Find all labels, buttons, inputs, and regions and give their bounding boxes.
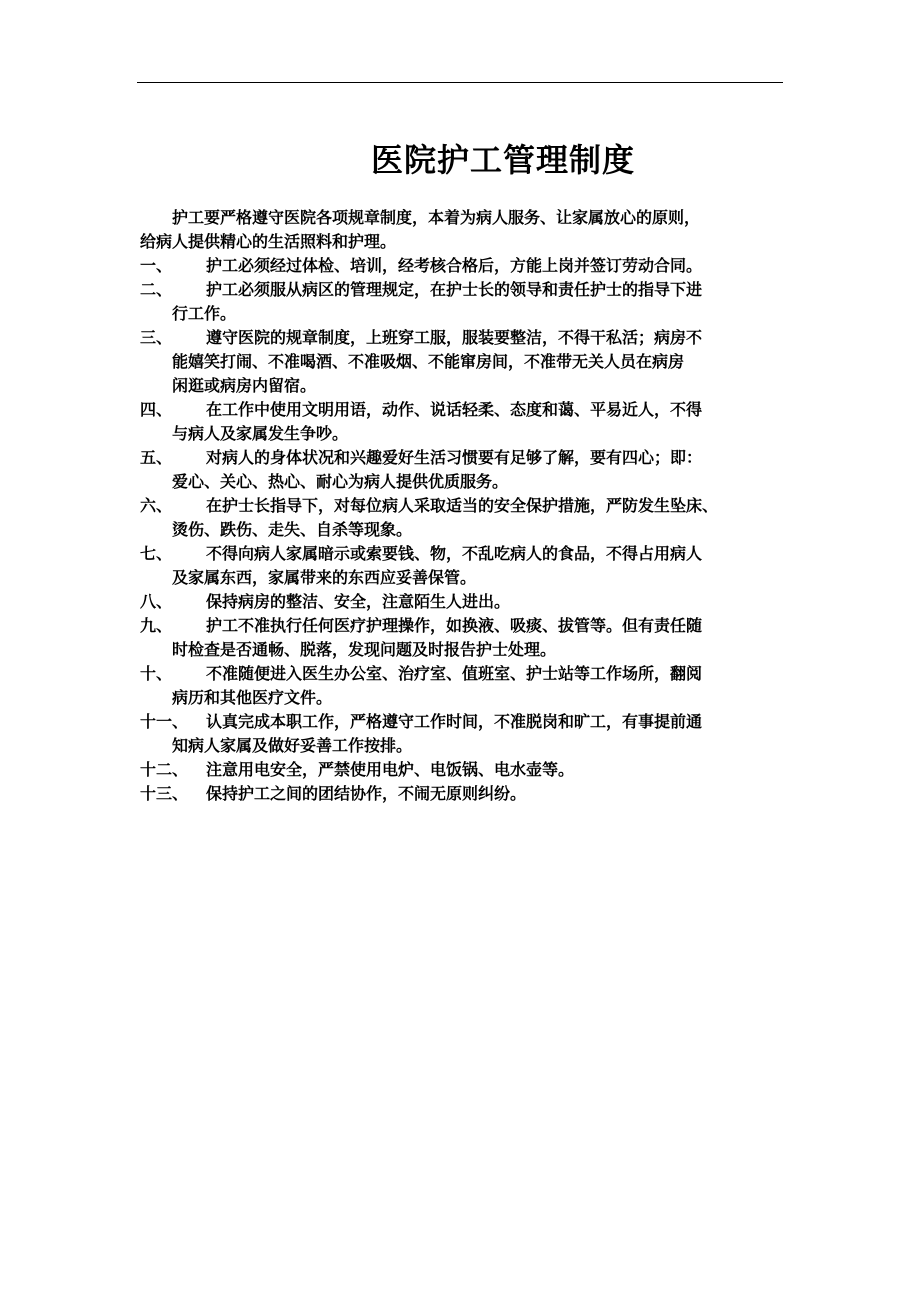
rule-line: 行工作。	[172, 304, 237, 323]
rule-line: 对病人的身体状况和兴趣爱好生活习惯要有足够了解，要有四心；即：	[206, 448, 703, 467]
rule-number: 五、	[140, 448, 173, 467]
rule-number: 一、	[140, 256, 173, 275]
rule-number: 九、	[140, 616, 173, 635]
rule-number: 四、	[140, 400, 173, 419]
rule-line: 时检查是否通畅、脱落，发现问题及时报告护士处理。	[172, 640, 557, 659]
rule-item	[140, 758, 795, 782]
rule-line: 在护士长指导下，对每位病人采取适当的安全保护措施，严防发生坠床、	[206, 496, 719, 515]
rule-number: 七、	[140, 544, 173, 563]
document-title: 医院护工管理制度	[370, 141, 635, 179]
document-body	[140, 206, 795, 806]
rule-number: 六、	[140, 496, 173, 515]
rule-item	[140, 662, 795, 710]
rule-line: 护工必须经过体检、培训，经考核合格后，方能上岗并签订劳动合同。	[206, 256, 703, 275]
rule-item	[140, 710, 795, 758]
rule-item	[140, 254, 795, 278]
rule-number: 二、	[140, 280, 173, 299]
intro-line: 护工要严格遵守医院各项规章制度，本着为病人服务、让家属放心的原则，	[172, 208, 701, 227]
rule-line: 护工必须服从病区的管理规定，在护士长的领导和责任护士的指导下进	[206, 280, 703, 299]
rule-line: 知病人家属及做好妥善工作按排。	[172, 736, 413, 755]
rule-line: 及家属东西，家属带来的东西应妥善保管。	[172, 568, 477, 587]
intro-paragraph	[140, 206, 795, 254]
rule-line: 认真完成本职工作，严格遵守工作时间，不准脱岗和旷工，有事提前通	[206, 712, 703, 731]
rule-line: 烫伤、跌伤、走失、自杀等现象。	[172, 520, 413, 539]
rule-item	[140, 398, 795, 446]
rule-number: 八、	[140, 592, 173, 611]
rule-line: 护工不准执行任何医疗护理操作，如换液、吸痰、拔管等。但有责任随	[206, 616, 703, 635]
rules-list	[140, 254, 795, 806]
rule-item	[140, 590, 795, 614]
rule-line: 与病人及家属发生争吵。	[172, 424, 349, 443]
rule-item	[140, 542, 795, 590]
rule-item	[140, 326, 795, 398]
rule-line: 不准随便进入医生办公室、治疗室、值班室、护士站等工作场所，翻阅	[206, 664, 703, 683]
rule-line: 保持护工之间的团结协作，不闹无原则纠纷。	[206, 784, 527, 803]
rule-number: 十三、	[140, 784, 189, 803]
rule-line: 不得向病人家属暗示或索要钱、物，不乱吃病人的食品，不得占用病人	[206, 544, 703, 563]
rule-line: 注意用电安全，严禁使用电炉、电饭锅、电水壶等。	[206, 760, 575, 779]
rule-line: 在工作中使用文明用语，动作、说话轻柔、态度和蔼、平易近人，不得	[206, 400, 703, 419]
rule-line: 遵守医院的规章制度，上班穿工服，服装要整洁，不得干私活；病房不	[206, 328, 703, 347]
header-rule	[137, 82, 783, 83]
rule-line: 能嬉笑打闹、不准喝酒、不准吸烟、不能窜房间，不准带无关人员在病房	[172, 352, 685, 371]
rule-line: 闲逛或病房内留宿。	[172, 376, 317, 395]
rule-item	[140, 494, 795, 542]
rule-number: 十、	[140, 664, 173, 683]
rule-line: 爱心、关心、热心、耐心为病人提供优质服务。	[172, 472, 509, 491]
rule-item	[140, 782, 795, 806]
rule-line: 保持病房的整洁、安全，注意陌生人进出。	[206, 592, 511, 611]
rule-item	[140, 446, 795, 494]
rule-item	[140, 278, 795, 326]
rule-number: 三、	[140, 328, 173, 347]
rule-number: 十二、	[140, 760, 189, 779]
intro-line: 给病人提供精心的生活照料和护理。	[140, 232, 397, 251]
rule-item	[140, 614, 795, 662]
rule-number: 十一、	[140, 712, 189, 731]
rule-line: 病历和其他医疗文件。	[172, 688, 333, 707]
